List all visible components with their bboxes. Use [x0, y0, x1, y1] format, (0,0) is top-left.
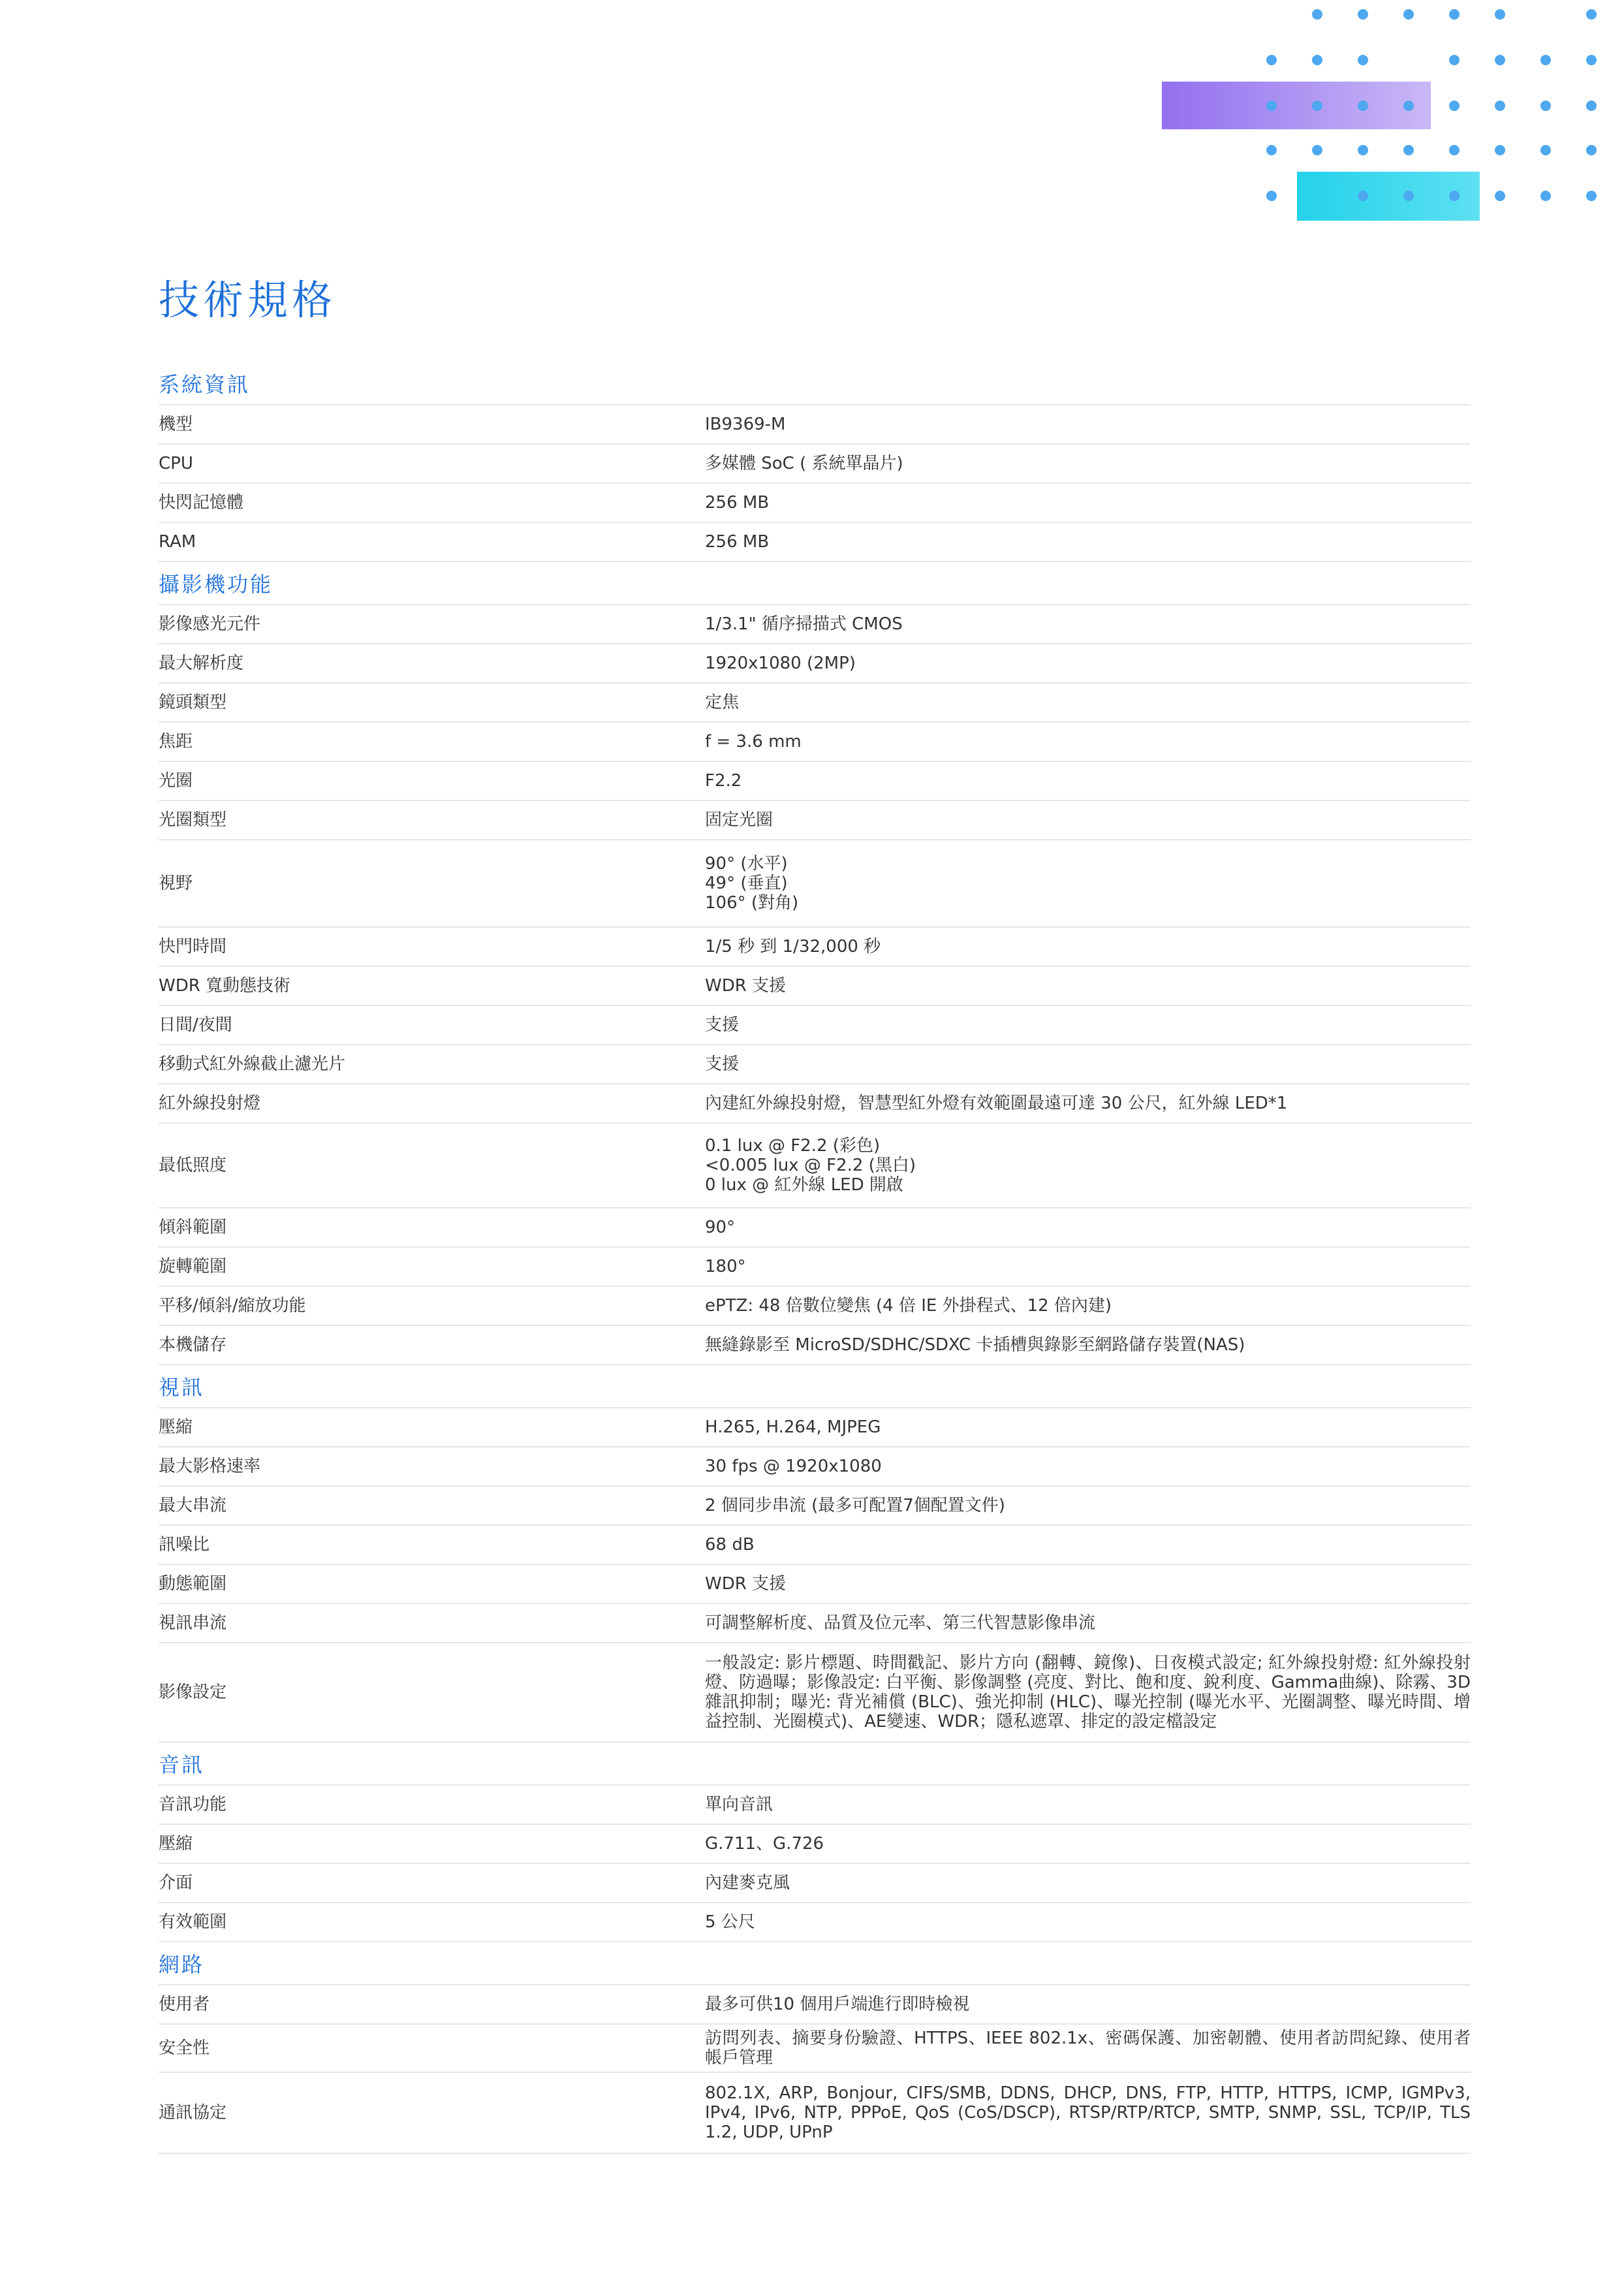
spec-label: 視野	[159, 874, 193, 893]
spec-row	[159, 644, 1471, 684]
spec-label: WDR 寬動態技術	[159, 976, 291, 996]
spec-row	[159, 1045, 1471, 1084]
decor-dot	[1312, 55, 1322, 65]
spec-value: WDR 支援	[705, 976, 787, 996]
spec-label: RAM	[159, 532, 196, 552]
spec-value: 68 dB	[705, 1535, 755, 1555]
spec-row	[159, 445, 1471, 484]
spec-label: 鏡頭類型	[159, 693, 227, 712]
spec-value: 802.1X, ARP, Bonjour, CIFS/SMB, DDNS, DHCP, DNS, FTP, HTTP, HTTPS, ICMP, IGMPv3, IPv4, IPv6, NTP, PPPoE, QoS (CoS/DSCP), RTSP/RTP/RTCP, SMTP, SNMP, SSL, TCP/IP, TLS 1.2, UDP, UPnP	[705, 2083, 1471, 2142]
spec-table	[159, 362, 1471, 2154]
spec-label: 動態範圍	[159, 1574, 227, 1594]
spec-value: 一般設定: 影片標題、時間戳記、影片方向 (翻轉、鏡像)、日夜模式設定; 紅外線投射燈: 紅外線投射燈、防過曝；影像設定: 白平衡、影像調整 (亮度、對比、飽和度、銳利度、Gamma曲線)、除霧、3D 雜訊抑制；曝光: 背光補償 (BLC)、強光抑制 (HLC)、曝光控制 (曝光水平、光圈調整、曝光時間、增益控制、光圈模式)、AE變速、WDR；隱私遮罩、排定的設定檔設定	[705, 1653, 1471, 1731]
decor-dot	[1358, 145, 1368, 155]
decor-dot	[1312, 145, 1322, 155]
spec-row	[159, 684, 1471, 723]
spec-value: 180°	[705, 1257, 746, 1276]
section-heading: 網路	[159, 1942, 1471, 1985]
decor-dot	[1266, 145, 1277, 155]
spec-label: 音訊功能	[159, 1795, 227, 1814]
spec-row	[159, 1006, 1471, 1045]
spec-value: 無縫錄影至 MicroSD/SDHC/SDXC 卡插槽與錄影至網路儲存裝置(NAS)	[705, 1335, 1245, 1355]
spec-value: 256 MB	[705, 493, 770, 513]
spec-value: 90°	[705, 1218, 736, 1237]
decor-dot	[1586, 191, 1597, 201]
decor-dot	[1495, 145, 1505, 155]
decor-dot	[1403, 9, 1414, 20]
spec-value: 1/5 秒 到 1/32,000 秒	[705, 937, 881, 956]
decor-dot	[1403, 191, 1414, 201]
spec-label: 平移/傾斜/縮放功能	[159, 1296, 306, 1316]
decor-dot	[1495, 191, 1505, 201]
spec-row	[159, 2073, 1471, 2154]
decor-dot	[1586, 9, 1597, 20]
spec-value: 多媒體 SoC ( 系統單晶片)	[705, 454, 903, 473]
spec-value: WDR 支援	[705, 1574, 787, 1594]
spec-value: 最多可供10 個用戶端進行即時檢視	[705, 1995, 970, 2014]
spec-row	[159, 1643, 1471, 1743]
section-heading: 音訊	[159, 1743, 1471, 1786]
spec-row	[159, 1447, 1471, 1487]
spec-label: 安全性	[159, 2038, 210, 2058]
spec-row	[159, 928, 1471, 967]
spec-label: 使用者	[159, 1995, 210, 2014]
spec-row	[159, 1287, 1471, 1326]
spec-value: 訪問列表、摘要身份驗證、HTTPS、IEEE 802.1x、密碼保護、加密韌體、使用者訪問紀錄、使用者帳戶管理	[705, 2029, 1471, 2068]
spec-label: 訊噪比	[159, 1535, 210, 1555]
spec-label: 影像設定	[159, 1683, 227, 1702]
spec-row	[159, 1985, 1471, 2025]
spec-row	[159, 762, 1471, 801]
spec-value: 內建麥克風	[705, 1873, 790, 1893]
spec-value: IB9369-M	[705, 415, 786, 434]
spec-row	[159, 1864, 1471, 1903]
spec-value: 定焦	[705, 693, 740, 712]
spec-row	[159, 1487, 1471, 1526]
decor-dot	[1403, 101, 1414, 111]
decor-dot	[1449, 9, 1460, 20]
decor-dot	[1403, 145, 1414, 155]
decor-dot	[1540, 145, 1551, 155]
spec-label: 焦距	[159, 732, 193, 751]
spec-label: 壓縮	[159, 1834, 193, 1854]
decor-dot	[1495, 55, 1505, 65]
spec-row	[159, 723, 1471, 762]
decor-dot	[1586, 55, 1597, 65]
decor-dot	[1266, 55, 1277, 65]
spec-label: 視訊串流	[159, 1613, 227, 1633]
spec-value: 2 個同步串流 (最多可配置7個配置文件)	[705, 1496, 1005, 1515]
decor-dot	[1540, 55, 1551, 65]
decor-dot	[1449, 145, 1460, 155]
spec-row	[159, 1526, 1471, 1565]
spec-value: F2.2	[705, 771, 742, 791]
decor-dot	[1540, 191, 1551, 201]
spec-row	[159, 605, 1471, 644]
spec-row	[159, 2025, 1471, 2073]
spec-label: 光圈類型	[159, 810, 227, 830]
spec-value: f = 3.6 mm	[705, 732, 802, 751]
spec-value: 可調整解析度、品質及位元率、第三代智慧影像串流	[705, 1613, 1096, 1633]
decor-dot	[1495, 101, 1505, 111]
spec-row	[159, 840, 1471, 928]
spec-label: 光圈	[159, 771, 193, 791]
spec-label: 快門時間	[159, 937, 227, 956]
decor-dot	[1266, 101, 1277, 111]
spec-row	[159, 1124, 1471, 1209]
page-title: 技術規格	[159, 276, 337, 324]
decor-dot	[1540, 101, 1551, 111]
spec-value: 單向音訊	[705, 1795, 773, 1814]
spec-label: 傾斜範圍	[159, 1218, 227, 1237]
spec-value: G.711、G.726	[705, 1834, 824, 1854]
spec-row	[159, 523, 1471, 562]
spec-label: 機型	[159, 415, 193, 434]
spec-value: 固定光圈	[705, 810, 773, 830]
spec-value: ePTZ: 48 倍數位變焦 (4 倍 IE 外掛程式、12 倍內建)	[705, 1296, 1112, 1316]
spec-value: 5 公尺	[705, 1912, 755, 1932]
spec-row	[159, 801, 1471, 840]
decor-dot	[1312, 101, 1322, 111]
spec-label: 最低照度	[159, 1156, 227, 1175]
spec-value: 內建紅外線投射燈，智慧型紅外燈有效範圍最遠可達 30 公尺，紅外線 LED*1	[705, 1094, 1288, 1113]
decor-dot	[1358, 101, 1368, 111]
spec-label: 影像感光元件	[159, 614, 261, 634]
spec-row	[159, 1825, 1471, 1864]
spec-value: 1920x1080 (2MP)	[705, 654, 856, 673]
spec-label: 旋轉範圍	[159, 1257, 227, 1276]
section-heading: 視訊	[159, 1365, 1471, 1408]
spec-label: 日間/夜間	[159, 1015, 232, 1035]
spec-label: 本機儲存	[159, 1335, 227, 1355]
decor-dot	[1449, 191, 1460, 201]
spec-row	[159, 1408, 1471, 1447]
spec-value: H.265, H.264, MJPEG	[705, 1417, 881, 1437]
spec-row	[159, 967, 1471, 1006]
spec-row	[159, 1786, 1471, 1825]
spec-row	[159, 1248, 1471, 1287]
spec-value: 256 MB	[705, 532, 770, 552]
spec-label: 最大串流	[159, 1496, 227, 1515]
decor-dot	[1449, 101, 1460, 111]
section-heading: 攝影機功能	[159, 562, 1471, 605]
decor-dot	[1586, 101, 1597, 111]
spec-label: 紅外線投射燈	[159, 1094, 261, 1113]
spec-label: 介面	[159, 1873, 193, 1893]
decor-dot	[1449, 55, 1460, 65]
decor-dot	[1586, 145, 1597, 155]
spec-value: 30 fps @ 1920x1080	[705, 1457, 882, 1476]
spec-value: 1/3.1" 循序掃描式 CMOS	[705, 614, 903, 634]
spec-label: 快閃記憶體	[159, 493, 244, 513]
header-decoration	[0, 0, 1624, 235]
decor-dot	[1266, 191, 1277, 201]
spec-row	[159, 1326, 1471, 1365]
purple-accent-bar	[1162, 82, 1431, 129]
spec-row	[159, 1903, 1471, 1942]
spec-label: 通訊協定	[159, 2103, 227, 2123]
decor-dot	[1358, 191, 1368, 201]
spec-value: 0.1 lux @ F2.2 (彩色) <0.005 lux @ F2.2 (黑白) 0 lux @ 紅外線 LED 開啟	[705, 1136, 916, 1195]
spec-label: CPU	[159, 454, 193, 473]
spec-row	[159, 405, 1471, 445]
spec-row	[159, 1084, 1471, 1124]
spec-value: 支援	[705, 1054, 740, 1074]
spec-label: 最大解析度	[159, 654, 244, 673]
decor-dot	[1358, 55, 1368, 65]
spec-row	[159, 1209, 1471, 1248]
spec-row	[159, 1565, 1471, 1604]
spec-label: 移動式紅外線截止濾光片	[159, 1054, 346, 1074]
spec-label: 有效範圍	[159, 1912, 227, 1932]
spec-row	[159, 484, 1471, 523]
decor-dot	[1312, 9, 1322, 20]
spec-row	[159, 1604, 1471, 1643]
decor-dot	[1358, 9, 1368, 20]
spec-value: 支援	[705, 1015, 740, 1035]
spec-label: 最大影格速率	[159, 1457, 261, 1476]
section-heading: 系統資訊	[159, 362, 1471, 405]
spec-value: 90° (水平) 49° (垂直) 106° (對角)	[705, 854, 799, 913]
spec-label: 壓縮	[159, 1417, 193, 1437]
decor-dot	[1495, 9, 1505, 20]
